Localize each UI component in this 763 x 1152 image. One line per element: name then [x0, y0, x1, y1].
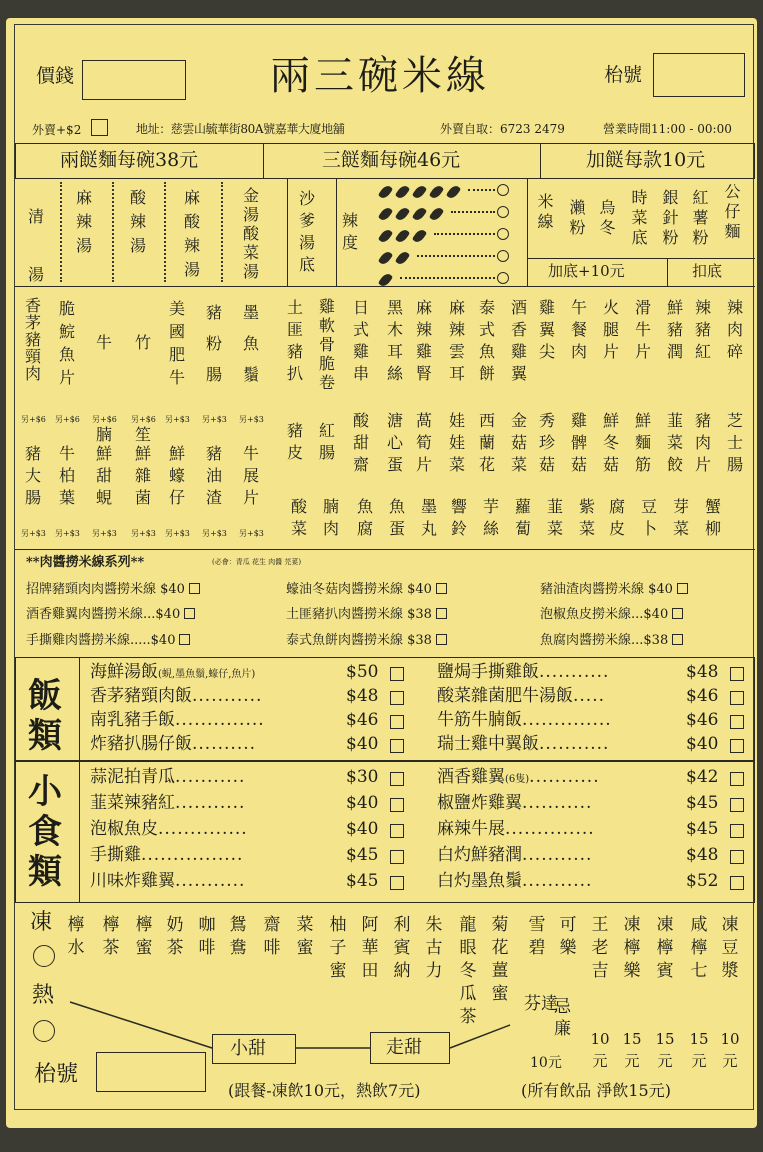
menu-item-name: 白灼鮮豬潤 [437, 845, 522, 865]
ingredient-item[interactable]: 萵筍片 [415, 411, 432, 474]
menu-item-name: 牛筋牛腩飯 [437, 710, 522, 730]
drink-cold-label: 凍 [30, 910, 53, 935]
ingredient-surcharge: 另+$3 [202, 415, 227, 424]
ingredient-surcharge: 另+$3 [239, 415, 264, 424]
menu-item-name: 瑞士雞中翼飯 [437, 734, 539, 754]
menu-item-price: $46 [346, 710, 379, 730]
ingredient-item[interactable]: 芽菜 [672, 497, 689, 538]
can-drink-price: 15元 [655, 1030, 675, 1070]
menu-item-note: (蜆,墨魚鬚,蠔仔,魚片) [158, 669, 256, 680]
menu-item-name: 南乳豬手飯 [90, 710, 175, 730]
page-title: 兩三碗米線 [270, 53, 490, 99]
ingredient-item[interactable]: 溏心蛋 [386, 411, 403, 474]
drink-item[interactable]: 朱古力 [425, 915, 443, 981]
menu-item-price: $48 [346, 686, 379, 706]
ingredient-item[interactable]: 蟹柳 [704, 497, 721, 538]
drink-item[interactable]: 阿華田 [361, 915, 379, 981]
menu-item-price: $50 [346, 662, 379, 682]
address: 地址：慈雲山毓華街80A號嘉華大廈地舖 [136, 122, 345, 136]
sauce-series-note: (必會：青瓜 花生 肉醬 芫荽) [212, 558, 302, 566]
extra-item-price: 加餸每款10元 [586, 149, 706, 171]
noodle-lai-fun[interactable]: 瀨粉 [569, 198, 586, 237]
menu-item-price: $40 [686, 734, 719, 754]
noodle-silver-pin[interactable]: 銀針粉 [662, 188, 679, 247]
can-drink-price: 15元 [689, 1030, 709, 1070]
drink-item[interactable]: 菊花薑蜜 [491, 915, 509, 1004]
menu-item-price: $40 [346, 793, 379, 813]
drink-fanta[interactable]: 芬達 [524, 994, 558, 1014]
menu-item-price: $45 [346, 845, 379, 865]
menu-item-price: $46 [686, 710, 719, 730]
menu-item-name: 手撕雞 [90, 845, 141, 865]
menu-item-name: 麻辣牛展 [437, 819, 505, 839]
menu-item-price: $42 [686, 767, 719, 787]
drink-item[interactable]: 檸茶 [102, 915, 120, 958]
ingredient-item[interactable]: 酸菜 [290, 497, 307, 538]
ingredient-item[interactable]: 紅腸 [318, 421, 335, 462]
two-item-price: 兩餸麵每碗38元 [60, 149, 199, 171]
can-drink-item[interactable]: 雪碧 [528, 915, 546, 958]
ingredient-item[interactable]: 鮮蠔仔 [168, 444, 185, 507]
ingredient-surcharge: 另+$6 [55, 415, 80, 424]
spice-level-label: 辣度 [341, 211, 358, 252]
menu-item-dots: ........... [522, 793, 593, 813]
ingredient-item[interactable]: 香茅豬頸肉 [24, 296, 41, 383]
menu-item-name: 蒜泥拍青瓜 [90, 767, 175, 787]
drink-hot-label: 熱 [32, 983, 55, 1008]
ingredient-item[interactable]: 酸甜齋 [352, 411, 369, 474]
can-drink-item[interactable]: 王老吉 [591, 915, 609, 981]
ingredient-item[interactable]: 牛柏葉 [58, 444, 75, 507]
drink-item[interactable]: 檸蜜 [135, 915, 153, 958]
soup-hot-sour[interactable]: 酸辣湯 [129, 188, 146, 255]
ingredient-item[interactable]: 豬大腸 [24, 444, 41, 507]
ingredient-item[interactable]: 辣豬紅 [694, 298, 711, 361]
noodle-extra: 加底+10元 [548, 262, 625, 280]
less-sweet-label: 小甜 [230, 1038, 266, 1059]
ingredient-surcharge: 另+$3 [239, 529, 264, 538]
menu-item-dots: ........... [539, 662, 610, 682]
menu-item-dots: ........... [192, 686, 263, 706]
ingredient-item[interactable]: 韮菜餃 [666, 411, 683, 474]
menu-item-name: 酒香雞翼 [437, 767, 505, 787]
ingredient-item[interactable]: 豬皮 [286, 421, 303, 462]
soup-clear[interactable]: 清湯 [27, 207, 44, 284]
drink-item[interactable]: 檸水 [67, 915, 85, 958]
ingredient-item[interactable]: 竹笙 [134, 333, 151, 444]
noodle-veg-base[interactable]: 時菜底 [631, 188, 648, 247]
ingredient-item[interactable]: 脆鯇魚片 [58, 299, 75, 387]
menu-item-dots: ..... [573, 686, 606, 706]
ingredient-item[interactable]: 雞翼尖 [538, 298, 555, 361]
ingredient-item[interactable]: 酒香雞翼 [510, 298, 527, 383]
sauce-item-label: 手撕雞肉醬撈米線.....$40 [26, 633, 176, 648]
ingredient-item[interactable]: 豬油渣 [205, 444, 222, 507]
menu-item-price: $52 [686, 871, 719, 891]
ingredient-item[interactable]: 鮮豬潤 [666, 298, 683, 361]
ingredient-surcharge: 另+$6 [131, 415, 156, 424]
ingredient-item[interactable]: 金菇菜 [510, 411, 527, 474]
menu-item-price: $48 [686, 845, 719, 865]
menu-item-dots: .......... [192, 734, 257, 754]
menu-item-dots: ........... [175, 871, 246, 891]
takeaway-phone: 外賣自取：6723 2479 [440, 122, 565, 136]
drink-item[interactable]: 咖啡 [198, 915, 216, 958]
can-drink-item[interactable]: 凍檸樂 [623, 915, 641, 981]
ingredient-item[interactable]: 芋絲 [482, 497, 499, 538]
drink-item[interactable]: 奶茶 [166, 915, 184, 958]
drink-item[interactable]: 利賓納 [393, 915, 411, 981]
menu-item-price: $48 [686, 662, 719, 682]
ingredient-item[interactable]: 腐皮 [608, 497, 625, 538]
can-drink-item[interactable]: 凍檸賓 [656, 915, 674, 981]
menu-item-dots: ................ [141, 845, 244, 865]
ingredient-item[interactable]: 響鈴 [450, 497, 467, 538]
menu-item-dots: ........... [522, 845, 593, 865]
sauce-item-label: 土匪豬扒肉醬撈米線 $38 [286, 607, 432, 622]
noodle-instant[interactable]: 公仔麵 [724, 182, 741, 241]
ingredient-item[interactable]: 麻辣雞腎 [415, 298, 432, 383]
menu-item-price: $40 [346, 734, 379, 754]
fanta-price: 10元 [530, 1055, 562, 1071]
ingredient-item[interactable]: 魚蛋 [388, 497, 405, 538]
menu-item-dots: .............. [505, 819, 595, 839]
three-item-price: 三餸麵每碗46元 [322, 149, 461, 171]
snack-category-label: 小食類 [28, 772, 62, 892]
can-drink-price: 10元 [590, 1030, 610, 1070]
menu-item-dots: ........... [539, 734, 610, 754]
sauce-item-label: 招牌豬頸肉肉醬撈米線 $40 [26, 582, 185, 597]
ingredient-surcharge: 另+$3 [92, 529, 117, 538]
sauce-item-label: 豬油渣肉醬撈米線 $40 [540, 582, 673, 597]
ingredient-item[interactable]: 牛腩 [95, 333, 112, 444]
ingredient-surcharge: 另+$3 [202, 529, 227, 538]
can-drink-item[interactable]: 咸檸七 [690, 915, 708, 981]
takeaway-label: 外賣+$2 [32, 123, 82, 137]
ingredient-item[interactable]: 紫菜 [578, 497, 595, 538]
menu-item-name: 白灼墨魚鬚 [437, 871, 522, 891]
table-label: 枱號 [604, 64, 643, 86]
drink-item[interactable]: 龍眼冬瓜茶 [459, 915, 477, 1027]
menu-item-price: $45 [346, 871, 379, 891]
ingredient-item[interactable]: 秀珍菇 [538, 411, 555, 474]
ingredient-item[interactable]: 西蘭花 [478, 411, 495, 474]
menu-item-dots: .............. [522, 710, 612, 730]
ingredient-item[interactable]: 墨丸 [420, 497, 437, 538]
sauce-item-label: 蠔油冬菇肉醬撈米線 $40 [286, 582, 432, 597]
ingredient-item[interactable]: 雞軟骨脆卷 [318, 297, 335, 392]
ingredient-item[interactable]: 麻辣雲耳 [448, 298, 465, 383]
ingredient-item[interactable]: 腩肉 [322, 497, 339, 538]
ingredient-item[interactable]: 韮菜 [546, 497, 563, 538]
menu-item-name: 川味炸雞翼 [90, 871, 175, 891]
menu-item-price: $45 [686, 819, 719, 839]
noodle-rice[interactable]: 米線 [537, 192, 554, 231]
ingredient-item[interactable]: 魚腐 [356, 497, 373, 538]
noodle-udon[interactable]: 烏冬 [599, 198, 616, 237]
sauce-item-label: 酒香雞翼肉醬撈米線...$40 [26, 607, 181, 622]
noodle-sweet-potato[interactable]: 紅薯粉 [692, 188, 709, 247]
can-drink-item[interactable]: 可樂 [559, 915, 577, 958]
drink-cream-soda[interactable]: 忌廉 [554, 997, 571, 1039]
drink-item[interactable]: 齋啡 [263, 915, 281, 958]
menu-item-dots: ........... [522, 871, 593, 891]
menu-item-price: $30 [346, 767, 379, 787]
menu-item-dots: ........... [175, 767, 246, 787]
ingredient-item[interactable]: 黑木耳絲 [386, 298, 403, 383]
ingredient-item[interactable]: 滑牛片 [634, 298, 651, 361]
ingredient-surcharge: 另+$3 [165, 529, 190, 538]
ingredient-item[interactable]: 蘿蔔 [514, 497, 531, 538]
drink-item[interactable]: 鴛鴦 [229, 915, 247, 958]
ingredient-item[interactable]: 辣肉碎 [726, 298, 743, 361]
menu-item-name: 海鮮湯飯 [90, 662, 158, 682]
menu-item-name: 酸菜雜菌肥牛湯飯 [437, 686, 573, 706]
ingredient-item[interactable]: 土匪豬扒 [286, 298, 303, 383]
price-label: 價錢 [36, 65, 75, 87]
ingredient-item[interactable]: 日式雞串 [352, 298, 369, 383]
menu-item-name: 椒鹽炸雞翼 [437, 793, 522, 813]
opening-hours: 營業時間11:00 - 00:00 [603, 122, 732, 136]
ingredient-item[interactable]: 芝士腸 [726, 411, 743, 474]
ingredient-item[interactable]: 豆卜 [640, 497, 657, 538]
can-drink-price: 10元 [720, 1030, 740, 1070]
menu-item-name: 鹽焗手撕雞飯 [437, 662, 539, 682]
menu-item-name: 泡椒魚皮 [90, 819, 158, 839]
menu-item-note: (6隻) [505, 774, 530, 785]
sauce-series-title: **肉醬撈米線系列** [26, 555, 145, 570]
ingredient-item[interactable]: 鮮雜菌 [134, 444, 151, 507]
menu-item-dots: ........... [529, 767, 600, 787]
ingredient-item[interactable]: 泰式魚餅 [478, 298, 495, 383]
can-drink-item[interactable]: 凍豆漿 [721, 915, 739, 981]
ingredient-item[interactable]: 雞髀菇 [570, 411, 587, 474]
sauce-item-label: 泡椒魚皮撈米線...$40 [540, 607, 669, 622]
menu-item-name: 香茅豬頸肉飯 [90, 686, 192, 706]
ingredient-item[interactable]: 火腿片 [602, 298, 619, 361]
ingredient-surcharge: 另+$3 [131, 529, 156, 538]
soup-satay[interactable]: 沙爹湯底 [298, 189, 315, 274]
menu-item-name: 韮菜辣豬紅 [90, 793, 175, 813]
ingredient-item[interactable]: 鮮冬菇 [602, 411, 619, 474]
ingredient-surcharge: 另+$6 [21, 415, 46, 424]
ingredient-item[interactable]: 牛展片 [242, 444, 259, 507]
menu-item-price: $46 [686, 686, 719, 706]
ingredient-item[interactable]: 美國肥牛 [168, 299, 185, 387]
ingredient-surcharge: 另+$3 [165, 415, 190, 424]
set-drink-note: (跟餐-凍飲10元，熱飲7元) [228, 1081, 421, 1100]
ingredient-item[interactable]: 豬粉腸 [205, 303, 222, 384]
ingredient-surcharge: 另+$3 [21, 529, 46, 538]
rice-category-label: 飯類 [28, 676, 62, 756]
drink-item[interactable]: 柚子蜜 [329, 915, 347, 981]
noodle-reduce: 扣底 [692, 262, 723, 280]
ingredient-item[interactable]: 午餐肉 [570, 298, 587, 361]
menu-item-dots: ........... [175, 793, 246, 813]
ingredient-item[interactable]: 豬肉片 [694, 411, 711, 474]
menu-item-dots: .............. [175, 710, 265, 730]
sauce-item-label: 魚腐肉醬撈米線...$38 [540, 633, 669, 648]
menu-item-dots: .............. [158, 819, 248, 839]
ingredient-item[interactable]: 墨魚鬚 [242, 303, 259, 384]
soup-mala-sour[interactable]: 麻酸辣湯 [183, 188, 200, 279]
can-drink-price: 15元 [622, 1030, 642, 1070]
ingredient-item[interactable]: 鮮麵筋 [634, 411, 651, 474]
ingredient-surcharge: 另+$3 [55, 529, 80, 538]
ingredient-surcharge: 另+$6 [92, 415, 117, 424]
ingredient-item[interactable]: 娃娃菜 [448, 411, 465, 474]
all-drinks-note: (所有飲品 淨飲15元) [521, 1081, 671, 1100]
sauce-item-label: 泰式魚餅肉醬撈米線 $38 [286, 633, 432, 648]
ingredient-item[interactable]: 鮮甜蜆 [95, 444, 112, 507]
drink-item[interactable]: 菜蜜 [296, 915, 314, 958]
no-sweet-label: 走甜 [386, 1037, 422, 1058]
menu-item-name: 炸豬扒腸仔飯 [90, 734, 192, 754]
menu-item-price: $45 [686, 793, 719, 813]
menu-item-price: $40 [346, 819, 379, 839]
soup-mala[interactable]: 麻辣湯 [75, 188, 92, 255]
soup-golden-pickle[interactable]: 金湯酸菜湯 [242, 186, 259, 281]
drink-table-label: 枱號 [34, 1062, 79, 1087]
